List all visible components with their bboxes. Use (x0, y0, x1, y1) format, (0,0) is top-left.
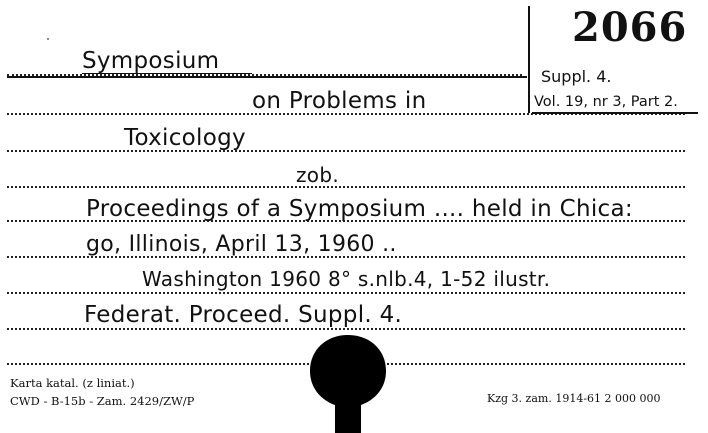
ruled-line (7, 328, 685, 330)
footer-form-name: Karta katal. (z liniat.) (10, 376, 135, 390)
ink-speck (47, 38, 49, 40)
entry-line-see: zob. (296, 163, 339, 187)
entry-line-subtitle: on Problems in (252, 88, 427, 114)
title-underline (82, 73, 252, 74)
entry-line-series: Federat. Proceed. Suppl. 4. (84, 302, 403, 328)
entry-line-proceedings: Proceedings of a Symposium .... held in Chica: (86, 196, 633, 222)
catalog-number: 2066 (572, 4, 688, 51)
header-rule (7, 76, 527, 78)
volume-note-underline (532, 112, 698, 114)
volume-note: Vol. 19, nr 3, Part 2. (534, 94, 678, 110)
footer-print-run: Kzg 3. zam. 1914-61 2 000 000 (487, 392, 661, 405)
entry-line-imprint: Washington 1960 8° s.nlb.4, 1-52 ilustr. (142, 267, 551, 291)
supplement-note: Suppl. 4. (541, 67, 612, 86)
punch-hole (308, 333, 388, 433)
entry-line-title: Symposium (82, 48, 220, 74)
ruled-line (7, 186, 685, 188)
ruled-line (7, 150, 685, 152)
footer-form-code: CWD - B-15b - Zam. 2429/ZW/P (10, 394, 195, 408)
entry-line-location: go, Illinois, April 13, 1960 .. (86, 232, 397, 257)
entry-line-subject: Toxicology (124, 125, 246, 151)
number-box-divider (528, 6, 530, 113)
ruled-line (7, 292, 685, 294)
